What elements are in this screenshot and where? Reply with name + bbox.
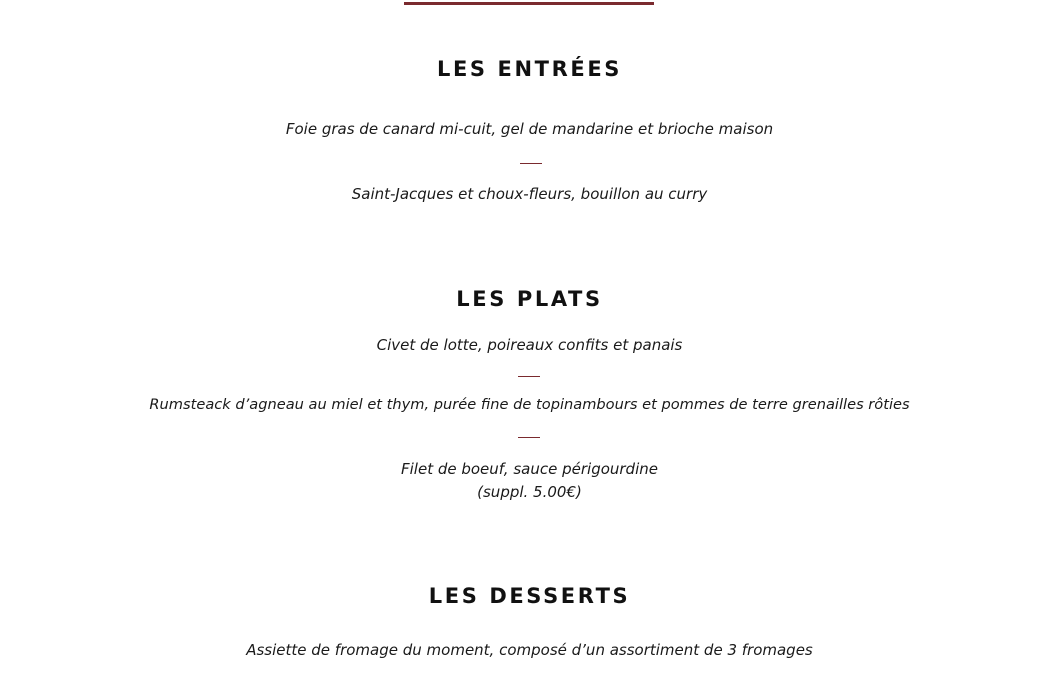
dish-foie-gras: Foie gras de canard mi-cuit, gel de mandarine et brioche maison — [285, 120, 774, 138]
dish-saint-jacques: Saint-Jacques et choux-fleurs, bouillon au curry — [351, 185, 708, 203]
dish-separator — [518, 437, 540, 438]
dish-supplement-note: (suppl. 5.00€) — [477, 483, 582, 501]
dish-rumsteack: Rumsteack d’agneau au miel et thym, purée fine de topinambours et pommes de terre grenailles rôties — [149, 396, 910, 413]
dish-separator — [520, 163, 542, 164]
dish-separator — [518, 376, 540, 377]
dish-civet-de-lotte: Civet de lotte, poireaux confits et panais — [376, 336, 683, 354]
top-decorative-rule — [404, 2, 654, 5]
dish-filet-de-boeuf: Filet de boeuf, sauce périgourdine — [401, 460, 658, 478]
section-title-plats: LES PLATS — [456, 287, 603, 311]
section-title-desserts: LES DESSERTS — [428, 584, 631, 608]
section-title-entrees: LES ENTRÉES — [437, 57, 622, 81]
dish-assiette-de-fromage: Assiette de fromage du moment, composé d’un assortiment de 3 fromages — [246, 641, 813, 659]
